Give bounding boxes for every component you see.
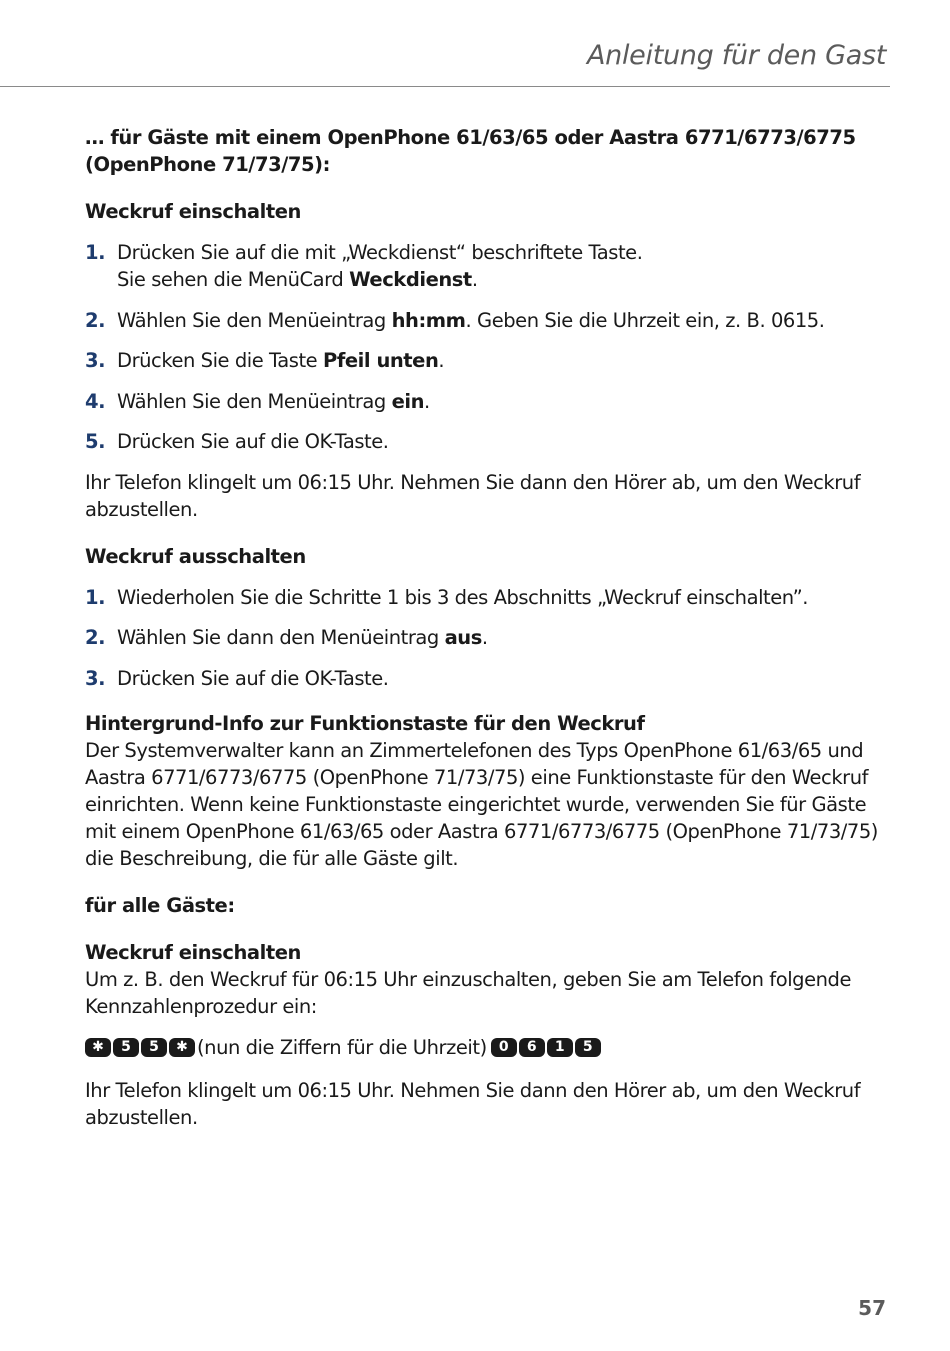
list-item — [85, 347, 885, 374]
list-item — [85, 665, 885, 692]
step-text: Wiederholen Sie die Schritte 1 bis 3 des Abschnitts „Weckruf einschalten”. — [117, 585, 809, 609]
step-number: 3. — [85, 666, 106, 690]
header-divider — [0, 86, 890, 87]
key-sequence — [85, 1034, 885, 1061]
step-text: Wählen Sie den Menüeintrag hh:mm. Geben Sie die Uhrzeit ein, z. B. 0615. — [117, 308, 825, 332]
step-text: Drücken Sie auf die OK-Taste. — [117, 666, 389, 690]
step-number: 1. — [85, 241, 106, 264]
section-title-weckruf-einschalten: Weckruf einschalten — [85, 200, 301, 223]
step-text: Drücken Sie auf die OK-Taste. — [117, 430, 389, 453]
step-text: Drücken Sie die Taste Pfeil unten. — [117, 349, 445, 372]
list-item — [85, 428, 885, 455]
all-guests-subtitle: Weckruf einschalten — [85, 940, 301, 964]
digit-key-icon: 1 — [547, 1038, 573, 1057]
list-item — [85, 239, 885, 293]
step-text: Drücken Sie auf die mit „Weckdienst“ beschriftete Taste. Sie sehen die MenüCard Weckdienst. — [117, 241, 643, 291]
step-number: 3. — [85, 349, 106, 372]
digit-key-icon: 0 — [491, 1038, 517, 1057]
step-number: 1. — [85, 585, 106, 609]
note-paragraph: Ihr Telefon klingelt um 06:15 Uhr. Nehmen Sie dann den Hörer ab, um den Weckruf abzustellen. — [85, 1078, 861, 1129]
info-paragraph: Der Systemverwalter kann an Zimmertelefonen des Typs OpenPhone 61/63/65 und Aastra 6771/6773/6775 (OpenPhone 71/73/75) eine Funktionstaste für den Weckruf einrichten. Wenn keine Funktionstaste eingerichtet wurde, verwenden Sie für Gäste mit einem OpenPhone 61/63/65 oder Aastra 6771/6773/6775 (OpenPhone 71/73/75) die Beschreibung, die für alle Gäste gilt. — [85, 738, 878, 870]
digit-key-icon: 5 — [113, 1038, 139, 1057]
all-guests-paragraph: Um z. B. den Weckruf für 06:15 Uhr einzuschalten, geben Sie am Telefon folgende Kennzahlenprozedur ein: — [85, 967, 852, 1018]
intro-heading: … für Gäste mit einem OpenPhone 61/63/65 oder Aastra 6771/6773/6775 (OpenPhone 71/73/75): — [85, 126, 856, 176]
all-guests-heading: für alle Gäste: — [85, 893, 235, 917]
header-title: Anleitung für den Gast — [587, 40, 886, 71]
list-item — [85, 307, 885, 334]
info-title: Hintergrund-Info zur Funktionstaste für den Weckruf — [85, 711, 645, 735]
step-text: Wählen Sie den Menüeintrag ein. — [117, 389, 430, 413]
list-item — [85, 388, 885, 415]
section-title-weckruf-ausschalten: Weckruf ausschalten — [85, 544, 306, 568]
step-text: Wählen Sie dann den Menüeintrag aus. — [117, 626, 488, 649]
key-sequence-text: (nun die Ziffern für die Uhrzeit) — [197, 1035, 487, 1059]
digit-key-icon: 5 — [141, 1038, 167, 1057]
step-number: 2. — [85, 626, 106, 649]
list-item — [85, 584, 885, 611]
note-paragraph: Ihr Telefon klingelt um 06:15 Uhr. Nehmen Sie dann den Hörer ab, um den Weckruf abzustellen. — [85, 470, 861, 521]
step-number: 2. — [85, 308, 106, 332]
digit-key-icon: 5 — [575, 1038, 601, 1057]
star-key-icon: ✱ — [85, 1038, 111, 1057]
step-number: 5. — [85, 430, 106, 453]
page-content — [85, 124, 885, 1151]
digit-key-icon: 6 — [519, 1038, 545, 1057]
steps-list-einschalten — [85, 239, 885, 455]
star-key-icon: ✱ — [169, 1038, 195, 1057]
step-number: 4. — [85, 389, 106, 413]
steps-list-ausschalten — [85, 584, 885, 692]
list-item — [85, 624, 885, 651]
page-number: 57 — [858, 1296, 886, 1320]
